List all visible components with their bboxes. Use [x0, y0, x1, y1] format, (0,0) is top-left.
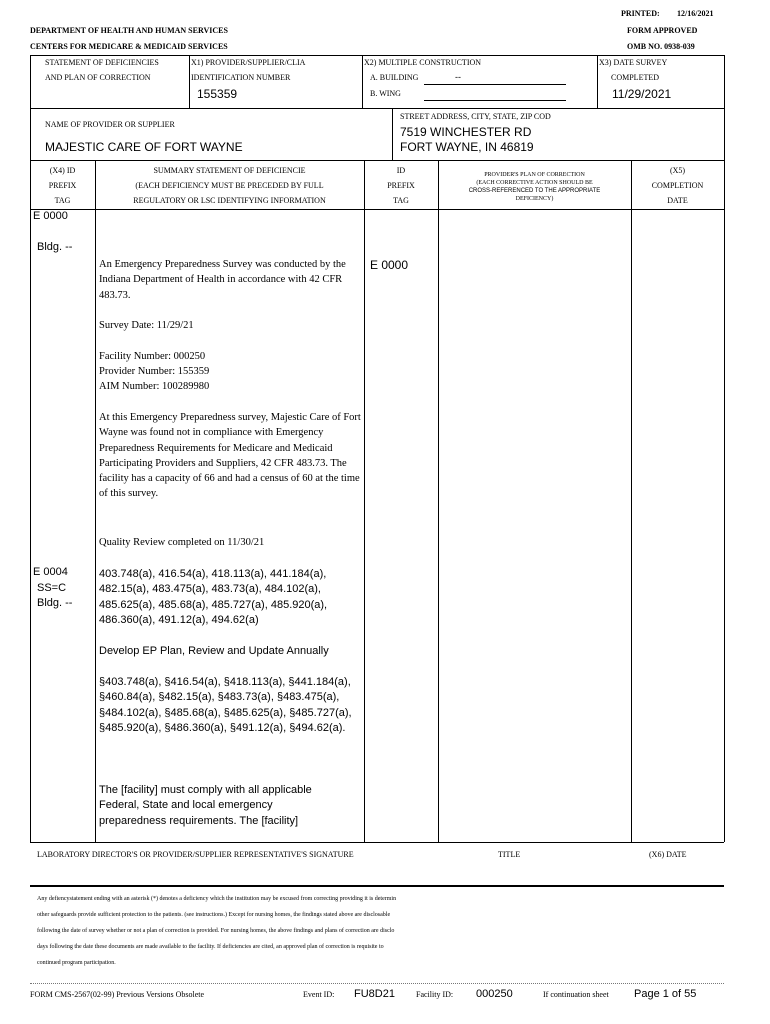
entry1-quality-review: Quality Review completed on 11/30/21 [99, 537, 265, 548]
form-number: FORM CMS-2567(02-99) Previous Versions Obsolete [30, 990, 205, 999]
provider-name: MAJESTIC CARE OF FORT WAYNE [45, 140, 243, 154]
entry1-survey-date: Survey Date: 11/29/21 [99, 320, 194, 331]
x4-header-2: PREFIX [48, 181, 77, 190]
date-label: (X6) DATE [649, 850, 687, 859]
plan-header-3: CROSS-REFERENCED TO THE APPROPRIATE [468, 188, 601, 194]
facility-id: 000250 [476, 988, 513, 1000]
building-label: A. BUILDING [370, 73, 419, 82]
entry1-paragraph-4: At this Emergency Preparedness survey, Majestic Care of Fort Wayne was found not in compliance with Emergency Preparedness Requirements for Medicare and Medicaid Participating Providers and Suppliers, 42 CFR 483.73. The facility has a capacity of 66 and had a census of 60 at the time of this survey. [99, 412, 361, 500]
summary-header-1: SUMMARY STATEMENT OF DEFICIENCIE [153, 166, 306, 175]
entry1-paragraph-1: An Emergency Preparedness Survey was conducted by the Indiana Department of Health in accordance with 42 CFR 483.73. [99, 259, 346, 301]
wing-label: B. WING [370, 89, 401, 98]
statement-label-2: AND PLAN OF CORRECTION [45, 73, 151, 82]
summary-header-2: (EACH DEFICIENCY MUST BE PRECEDED BY FULL [135, 181, 324, 190]
disclaimer-line-5: continued program participation. [37, 960, 116, 966]
date-survey-label-1: X3) DATE SURVEY [599, 58, 668, 67]
entry2-ss: SS=C [37, 582, 67, 594]
agency-line1: DEPARTMENT OF HEALTH AND HUMAN SERVICES [30, 26, 228, 35]
entry2-sections: §403.748(a), §416.54(a), §418.113(a), §441.184(a), §460.84(a), §482.15(a), §483.73(a), §483.475(a), §484.102(a), §485.68(a), §485.625(a), §485.727(a), §485.920(a), §486.360(a), §491.12(a), §494.62(a). [99, 676, 352, 734]
plan-header-1: PROVIDER'S PLAN OF CORRECTION [484, 172, 585, 178]
entry1-provider-number: Provider Number: 155359 [99, 366, 210, 377]
statement-label-1: STATEMENT OF DEFICIENCIES [45, 58, 159, 67]
x5-header-1: (X5) [669, 166, 686, 175]
id-header-1: ID [396, 166, 406, 175]
entry2-tag: E 0004 [33, 566, 68, 578]
printed-label: PRINTED: [621, 9, 660, 18]
address-line2: FORT WAYNE, IN 46819 [400, 140, 534, 154]
building-value: -- [455, 72, 461, 82]
address-label: STREET ADDRESS, CITY, STATE, ZIP COD [400, 112, 551, 121]
page-number: Page 1 of 55 [634, 988, 697, 1000]
continuation-label: If continuation sheet [543, 990, 609, 999]
x5-header-3: DATE [667, 196, 688, 205]
signature-label: LABORATORY DIRECTOR'S OR PROVIDER/SUPPLIER REPRESENTATIVE'S SIGNATURE [37, 850, 354, 859]
summary-header-3: REGULATORY OR LSC IDENTIFYING INFORMATION [133, 196, 326, 205]
entry2-title: Develop EP Plan, Review and Update Annually [99, 645, 329, 657]
omb-number: OMB NO. 0938-039 [627, 42, 695, 51]
x4-header-3: TAG [54, 196, 71, 205]
form-approved: FORM APPROVED [627, 26, 698, 35]
event-id: FU8D21 [354, 988, 395, 1000]
entry1-facility-number: Facility Number: 000250 [99, 351, 206, 362]
event-id-label: Event ID: [303, 990, 335, 999]
entry1-bldg: Bldg. -- [37, 241, 73, 253]
address-line1: 7519 WINCHESTER RD [400, 125, 532, 139]
facility-id-label: Facility ID: [416, 990, 454, 999]
x5-header-2: COMPLETION [651, 181, 704, 190]
entry1-aim-number: AIM Number: 100289980 [99, 381, 210, 392]
entry1-id-tag: E 0000 [370, 258, 409, 272]
plan-header-2: (EACH CORRECTIVE ACTION SHOULD BE [476, 180, 593, 186]
x4-header-1: (X4) ID [49, 166, 76, 175]
disclaimer-line-3: following the date of survey whether or not a plan of correction is provided. For nursing homes, the above findings and plans of correction are disclo [37, 928, 395, 934]
id-header-3: TAG [393, 196, 409, 205]
survey-date: 11/29/2021 [612, 87, 672, 101]
date-survey-label-2: COMPLETED [611, 73, 659, 82]
printed-date: 12/16/2021 [677, 9, 714, 18]
agency-line2: CENTERS FOR MEDICARE & MEDICAID SERVICES [30, 42, 228, 51]
provider-number: 155359 [197, 87, 238, 101]
provider-id-label-1: X1) PROVIDER/SUPPLIER/CLIA [191, 58, 306, 67]
disclaimer-line-4: days following the date these documents are made available to the facility. If deficiencies are cited, an approved plan of correction is requisite to [37, 944, 384, 950]
title-label: TITLE [498, 850, 521, 859]
entry1-tag: E 0000 [33, 210, 68, 222]
provider-name-label: NAME OF PROVIDER OR SUPPLIER [45, 120, 175, 129]
entry2-text: The [facility] must comply with all applicable Federal, State and local emergency preparedness requirements. The [facility] [99, 784, 312, 827]
entry2-bldg: Bldg. -- [37, 597, 73, 609]
disclaimer-line-1: Any defiencystatement ending with an asterisk (*) denotes a deficiency which the institution may be excused from correcting providing it is determin [37, 896, 397, 902]
id-header-2: PREFIX [387, 181, 415, 190]
provider-id-label-2: IDENTIFICATION NUMBER [191, 73, 291, 82]
disclaimer-line-2: other safeguards provide sufficient protection to the patients. (see instructions.) Except for nursing homes, the findings stated above are disclosable [37, 912, 391, 918]
multiple-construction-label: X2) MULTIPLE CONSTRUCTION [364, 58, 482, 67]
entry2-regulations: 403.748(a), 416.54(a), 418.113(a), 441.184(a), 482.15(a), 483.475(a), 483.73(a), 484.102(a), 485.625(a), 485.68(a), 485.727(a), 485.920(a), 486.360(a), 491.12(a), 494.62(a) [99, 568, 328, 626]
plan-header-4: DEFICIENCY) [515, 196, 554, 202]
